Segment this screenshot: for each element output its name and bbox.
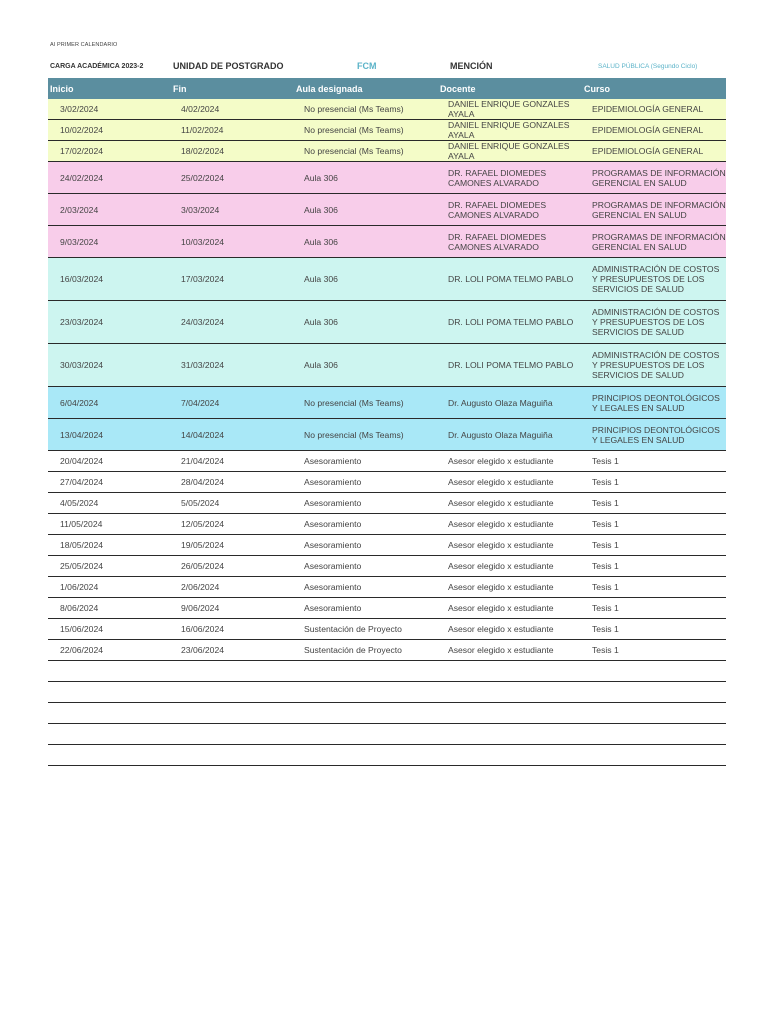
header-curso: Curso: [582, 78, 726, 99]
cell-fin: 26/05/2024: [171, 556, 294, 577]
table-row: [48, 619, 726, 640]
cell-curso: Tesis 1: [582, 556, 726, 577]
cell-fin: [171, 682, 294, 703]
cell-inicio: [48, 703, 171, 724]
cell-inicio: 3/02/2024: [48, 99, 171, 120]
document-tiny-title: AI PRIMER CALENDARIO: [50, 42, 118, 48]
cell-docente: DR. LOLI POMA TELMO PABLO: [438, 258, 582, 301]
cell-docente: Asesor elegido x estudiante: [438, 556, 582, 577]
cell-docente: DANIEL ENRIQUE GONZALES AYALA: [438, 120, 582, 141]
table-row: [48, 344, 726, 387]
cell-aula: Aula 306: [294, 162, 438, 194]
cell-curso: ADMINISTRACIÓN DE COSTOS Y PRESUPUESTOS DE LOS SERVICIOS DE SALUD: [582, 301, 726, 344]
cell-aula: [294, 703, 438, 724]
fcm-label: FCM: [357, 61, 377, 71]
table-body: [48, 99, 726, 766]
cell-docente: Asesor elegido x estudiante: [438, 640, 582, 661]
cell-aula: Asesoramiento: [294, 514, 438, 535]
cell-curso: [582, 703, 726, 724]
cell-curso: ADMINISTRACIÓN DE COSTOS Y PRESUPUESTOS DE LOS SERVICIOS DE SALUD: [582, 258, 726, 301]
cell-docente: DR. RAFAEL DIOMEDES CAMONES ALVARADO: [438, 226, 582, 258]
cell-curso: PRINCIPIOS DEONTOLÓGICOS Y LEGALES EN SALUD: [582, 387, 726, 419]
cell-curso: ADMINISTRACIÓN DE COSTOS Y PRESUPUESTOS DE LOS SERVICIOS DE SALUD: [582, 344, 726, 387]
cell-inicio: 9/03/2024: [48, 226, 171, 258]
cell-inicio: 10/02/2024: [48, 120, 171, 141]
header-fin: Fin: [171, 78, 294, 99]
cell-fin: 2/06/2024: [171, 577, 294, 598]
cell-aula: Aula 306: [294, 258, 438, 301]
cell-fin: 4/02/2024: [171, 99, 294, 120]
cell-inicio: 23/03/2024: [48, 301, 171, 344]
cell-aula: No presencial (Ms Teams): [294, 141, 438, 162]
cell-fin: 21/04/2024: [171, 451, 294, 472]
table-row: [48, 598, 726, 619]
cell-docente: Asesor elegido x estudiante: [438, 598, 582, 619]
cell-curso: Tesis 1: [582, 640, 726, 661]
table-row: [48, 451, 726, 472]
cell-aula: Aula 306: [294, 194, 438, 226]
cell-aula: No presencial (Ms Teams): [294, 419, 438, 451]
cell-aula: Aula 306: [294, 344, 438, 387]
cell-docente: Asesor elegido x estudiante: [438, 472, 582, 493]
cell-fin: [171, 661, 294, 682]
cell-curso: [582, 661, 726, 682]
cell-aula: Asesoramiento: [294, 472, 438, 493]
cell-inicio: 13/04/2024: [48, 419, 171, 451]
cell-docente: Asesor elegido x estudiante: [438, 451, 582, 472]
cell-docente: Dr. Augusto Olaza Maguiña: [438, 387, 582, 419]
cell-docente: DR. RAFAEL DIOMEDES CAMONES ALVARADO: [438, 194, 582, 226]
cell-curso: Tesis 1: [582, 535, 726, 556]
cell-curso: PROGRAMAS DE INFORMACIÓN GERENCIAL EN SALUD: [582, 194, 726, 226]
table-row: [48, 493, 726, 514]
cell-fin: 18/02/2024: [171, 141, 294, 162]
header-docente: Docente: [438, 78, 582, 99]
cell-fin: [171, 745, 294, 766]
salud-publica-label: SALUD PÚBLICA (Segundo Ciclo): [598, 63, 698, 70]
cell-fin: [171, 724, 294, 745]
cell-aula: Asesoramiento: [294, 598, 438, 619]
cell-aula: Asesoramiento: [294, 556, 438, 577]
cell-fin: 25/02/2024: [171, 162, 294, 194]
cell-docente: DR. LOLI POMA TELMO PABLO: [438, 344, 582, 387]
cell-fin: 7/04/2024: [171, 387, 294, 419]
cell-inicio: 22/06/2024: [48, 640, 171, 661]
cell-curso: [582, 745, 726, 766]
cell-curso: PROGRAMAS DE INFORMACIÓN GERENCIAL EN SALUD: [582, 226, 726, 258]
cell-inicio: 17/02/2024: [48, 141, 171, 162]
cell-fin: 24/03/2024: [171, 301, 294, 344]
cell-fin: 17/03/2024: [171, 258, 294, 301]
cell-fin: 23/06/2024: [171, 640, 294, 661]
cell-fin: 31/03/2024: [171, 344, 294, 387]
table-row: [48, 703, 726, 724]
cell-fin: 19/05/2024: [171, 535, 294, 556]
unidad-postgrado-label: UNIDAD DE POSTGRADO: [173, 61, 284, 71]
table-row: [48, 556, 726, 577]
cell-aula: No presencial (Ms Teams): [294, 387, 438, 419]
table-row: [48, 120, 726, 141]
cell-inicio: 15/06/2024: [48, 619, 171, 640]
cell-fin: 28/04/2024: [171, 472, 294, 493]
table-row: [48, 535, 726, 556]
cell-curso: EPIDEMIOLOGÍA GENERAL: [582, 120, 726, 141]
cell-aula: Sustentación de Proyecto: [294, 640, 438, 661]
cell-aula: Aula 306: [294, 301, 438, 344]
cell-docente: Asesor elegido x estudiante: [438, 535, 582, 556]
table-row: [48, 99, 726, 120]
cell-inicio: [48, 724, 171, 745]
cell-docente: DR. LOLI POMA TELMO PABLO: [438, 301, 582, 344]
cell-curso: Tesis 1: [582, 577, 726, 598]
cell-curso: EPIDEMIOLOGÍA GENERAL: [582, 99, 726, 120]
cell-curso: [582, 724, 726, 745]
header-inicio: Inicio: [48, 78, 171, 99]
cell-curso: [582, 682, 726, 703]
table-row: [48, 745, 726, 766]
mencion-label: MENCIÓN: [450, 61, 493, 71]
cell-docente: [438, 724, 582, 745]
cell-curso: Tesis 1: [582, 472, 726, 493]
carga-academica-label: CARGA ACADÉMICA 2023-2: [50, 63, 144, 70]
cell-inicio: 30/03/2024: [48, 344, 171, 387]
cell-docente: Asesor elegido x estudiante: [438, 619, 582, 640]
cell-docente: DANIEL ENRIQUE GONZALES AYALA: [438, 99, 582, 120]
schedule-table: [48, 78, 726, 766]
cell-aula: Asesoramiento: [294, 535, 438, 556]
cell-docente: Asesor elegido x estudiante: [438, 514, 582, 535]
cell-fin: 16/06/2024: [171, 619, 294, 640]
cell-aula: No presencial (Ms Teams): [294, 120, 438, 141]
table-row: [48, 661, 726, 682]
table-row: [48, 162, 726, 194]
cell-curso: Tesis 1: [582, 619, 726, 640]
cell-inicio: [48, 745, 171, 766]
cell-fin: 11/02/2024: [171, 120, 294, 141]
cell-docente: [438, 682, 582, 703]
table-row: [48, 472, 726, 493]
cell-aula: Sustentación de Proyecto: [294, 619, 438, 640]
table-row: [48, 724, 726, 745]
cell-aula: Asesoramiento: [294, 577, 438, 598]
table-row: [48, 141, 726, 162]
cell-docente: [438, 661, 582, 682]
cell-aula: [294, 724, 438, 745]
cell-inicio: 25/05/2024: [48, 556, 171, 577]
cell-fin: 10/03/2024: [171, 226, 294, 258]
table-row: [48, 387, 726, 419]
cell-inicio: 18/05/2024: [48, 535, 171, 556]
table-row: [48, 682, 726, 703]
cell-docente: [438, 703, 582, 724]
cell-docente: DR. RAFAEL DIOMEDES CAMONES ALVARADO: [438, 162, 582, 194]
cell-inicio: [48, 661, 171, 682]
cell-aula: Aula 306: [294, 226, 438, 258]
cell-aula: [294, 682, 438, 703]
cell-aula: [294, 661, 438, 682]
table-row: [48, 226, 726, 258]
cell-fin: 5/05/2024: [171, 493, 294, 514]
cell-aula: No presencial (Ms Teams): [294, 99, 438, 120]
cell-inicio: 24/02/2024: [48, 162, 171, 194]
cell-inicio: [48, 682, 171, 703]
cell-curso: Tesis 1: [582, 493, 726, 514]
cell-curso: EPIDEMIOLOGÍA GENERAL: [582, 141, 726, 162]
cell-curso: Tesis 1: [582, 514, 726, 535]
table-header-row: [48, 78, 726, 99]
cell-aula: [294, 745, 438, 766]
cell-docente: DANIEL ENRIQUE GONZALES AYALA: [438, 141, 582, 162]
cell-docente: Asesor elegido x estudiante: [438, 493, 582, 514]
cell-curso: Tesis 1: [582, 598, 726, 619]
cell-inicio: 2/03/2024: [48, 194, 171, 226]
cell-inicio: 6/04/2024: [48, 387, 171, 419]
cell-curso: Tesis 1: [582, 451, 726, 472]
cell-fin: 12/05/2024: [171, 514, 294, 535]
cell-docente: Asesor elegido x estudiante: [438, 577, 582, 598]
table-row: [48, 514, 726, 535]
cell-fin: 14/04/2024: [171, 419, 294, 451]
cell-curso: PROGRAMAS DE INFORMACIÓN GERENCIAL EN SALUD: [582, 162, 726, 194]
header-aula: Aula designada: [294, 78, 438, 99]
cell-aula: Asesoramiento: [294, 493, 438, 514]
table-row: [48, 301, 726, 344]
table-row: [48, 640, 726, 661]
cell-inicio: 27/04/2024: [48, 472, 171, 493]
table-row: [48, 194, 726, 226]
cell-inicio: 16/03/2024: [48, 258, 171, 301]
cell-docente: [438, 745, 582, 766]
cell-curso: PRINCIPIOS DEONTOLÓGICOS Y LEGALES EN SALUD: [582, 419, 726, 451]
cell-inicio: 4/05/2024: [48, 493, 171, 514]
table-row: [48, 258, 726, 301]
cell-inicio: 11/05/2024: [48, 514, 171, 535]
table-row: [48, 419, 726, 451]
cell-inicio: 8/06/2024: [48, 598, 171, 619]
cell-docente: Dr. Augusto Olaza Maguiña: [438, 419, 582, 451]
table-row: [48, 577, 726, 598]
cell-fin: 3/03/2024: [171, 194, 294, 226]
cell-inicio: 1/06/2024: [48, 577, 171, 598]
cell-inicio: 20/04/2024: [48, 451, 171, 472]
cell-aula: Asesoramiento: [294, 451, 438, 472]
cell-fin: [171, 703, 294, 724]
cell-fin: 9/06/2024: [171, 598, 294, 619]
